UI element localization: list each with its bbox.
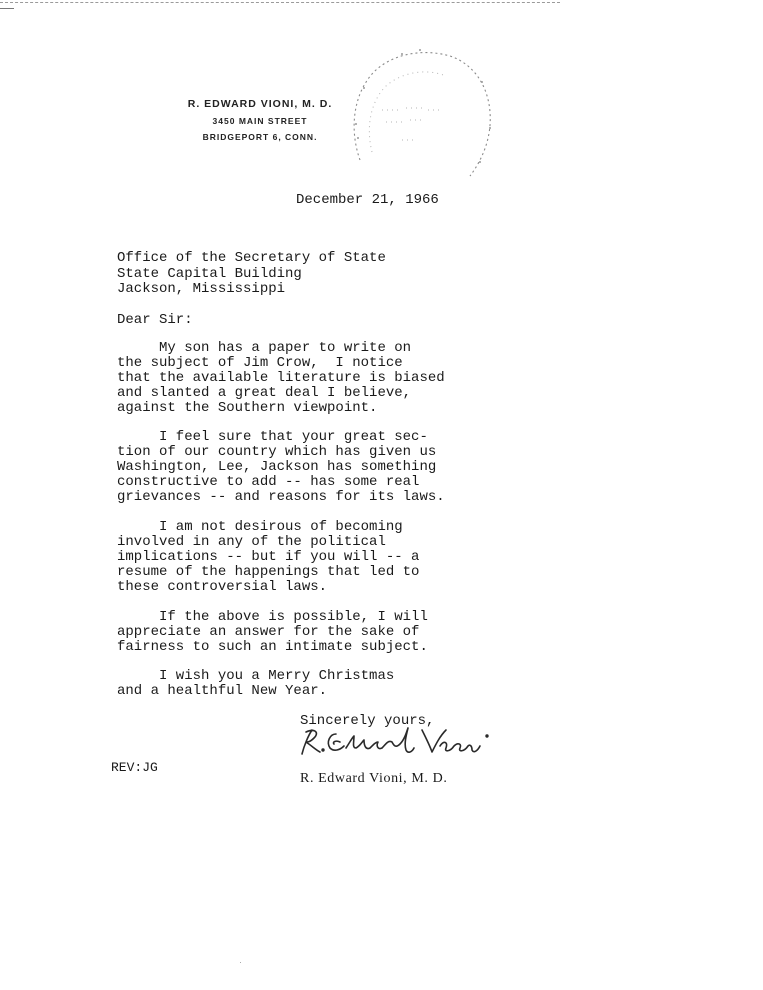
text-line: that the available literature is biased: [117, 369, 445, 386]
text-line: Washington, Lee, Jackson has something: [117, 458, 437, 475]
text-line: resume of the happenings that led to: [117, 563, 420, 580]
text-line: I am not desirous of becoming: [117, 519, 403, 535]
signer-name: R. Edward Vioni, M. D.: [300, 771, 448, 786]
recipient-line: Office of the Secretary of State: [117, 250, 386, 266]
text-line: I wish you a Merry Christmas: [117, 668, 395, 684]
text-line: and slanted a great deal I believe,: [117, 384, 412, 401]
body-paragraph-1: [117, 341, 445, 416]
letterhead: [150, 96, 370, 145]
letterhead-city: BRIDGEPORT 6, CONN.: [202, 132, 318, 142]
recipient-line: Jackson, Mississippi: [117, 281, 286, 297]
text-line: these controversial laws.: [117, 578, 328, 595]
text-line: and a healthful New Year.: [117, 682, 328, 699]
text-line: grievances -- and reasons for its laws.: [117, 488, 445, 505]
body-paragraph-4: [117, 610, 428, 655]
top-dashed-border: [0, 2, 560, 3]
received-stamp: [342, 42, 502, 182]
closing: Sincerely yours,: [300, 713, 435, 729]
corner-mark: [0, 0, 14, 9]
text-line: constructive to add -- has some real: [117, 473, 420, 490]
body-paragraph-3: [117, 520, 419, 595]
text-line: tion of our country which has given us: [117, 443, 437, 460]
text-line: against the Southern viewpoint.: [117, 399, 378, 416]
salutation: Dear Sir:: [117, 312, 193, 328]
body-paragraph-2: [117, 430, 445, 505]
text-line: If the above is possible, I will: [117, 609, 428, 625]
letter-date: December 21, 1966: [296, 192, 439, 208]
recipient-line: State Capital Building: [117, 265, 302, 282]
text-line: fairness to such an intimate subject.: [117, 638, 428, 655]
text-line: involved in any of the political: [117, 533, 386, 550]
paper-speck: [240, 962, 241, 963]
text-line: appreciate an answer for the sake of: [117, 623, 420, 640]
letterhead-name: R. EDWARD VIONI, M. D.: [187, 98, 333, 110]
typist-initials: REV:JG: [111, 760, 158, 775]
handwritten-signature: [290, 724, 500, 764]
text-line: I feel sure that your great sec-: [117, 429, 428, 445]
body-paragraph-5: [117, 669, 394, 699]
recipient-address: [117, 251, 386, 298]
text-line: implications -- but if you will -- a: [117, 548, 420, 565]
text-line: My son has a paper to write on: [117, 340, 412, 356]
text-line: the subject of Jim Crow, I notice: [117, 354, 403, 371]
letterhead-street: 3450 MAIN STREET: [212, 116, 308, 126]
